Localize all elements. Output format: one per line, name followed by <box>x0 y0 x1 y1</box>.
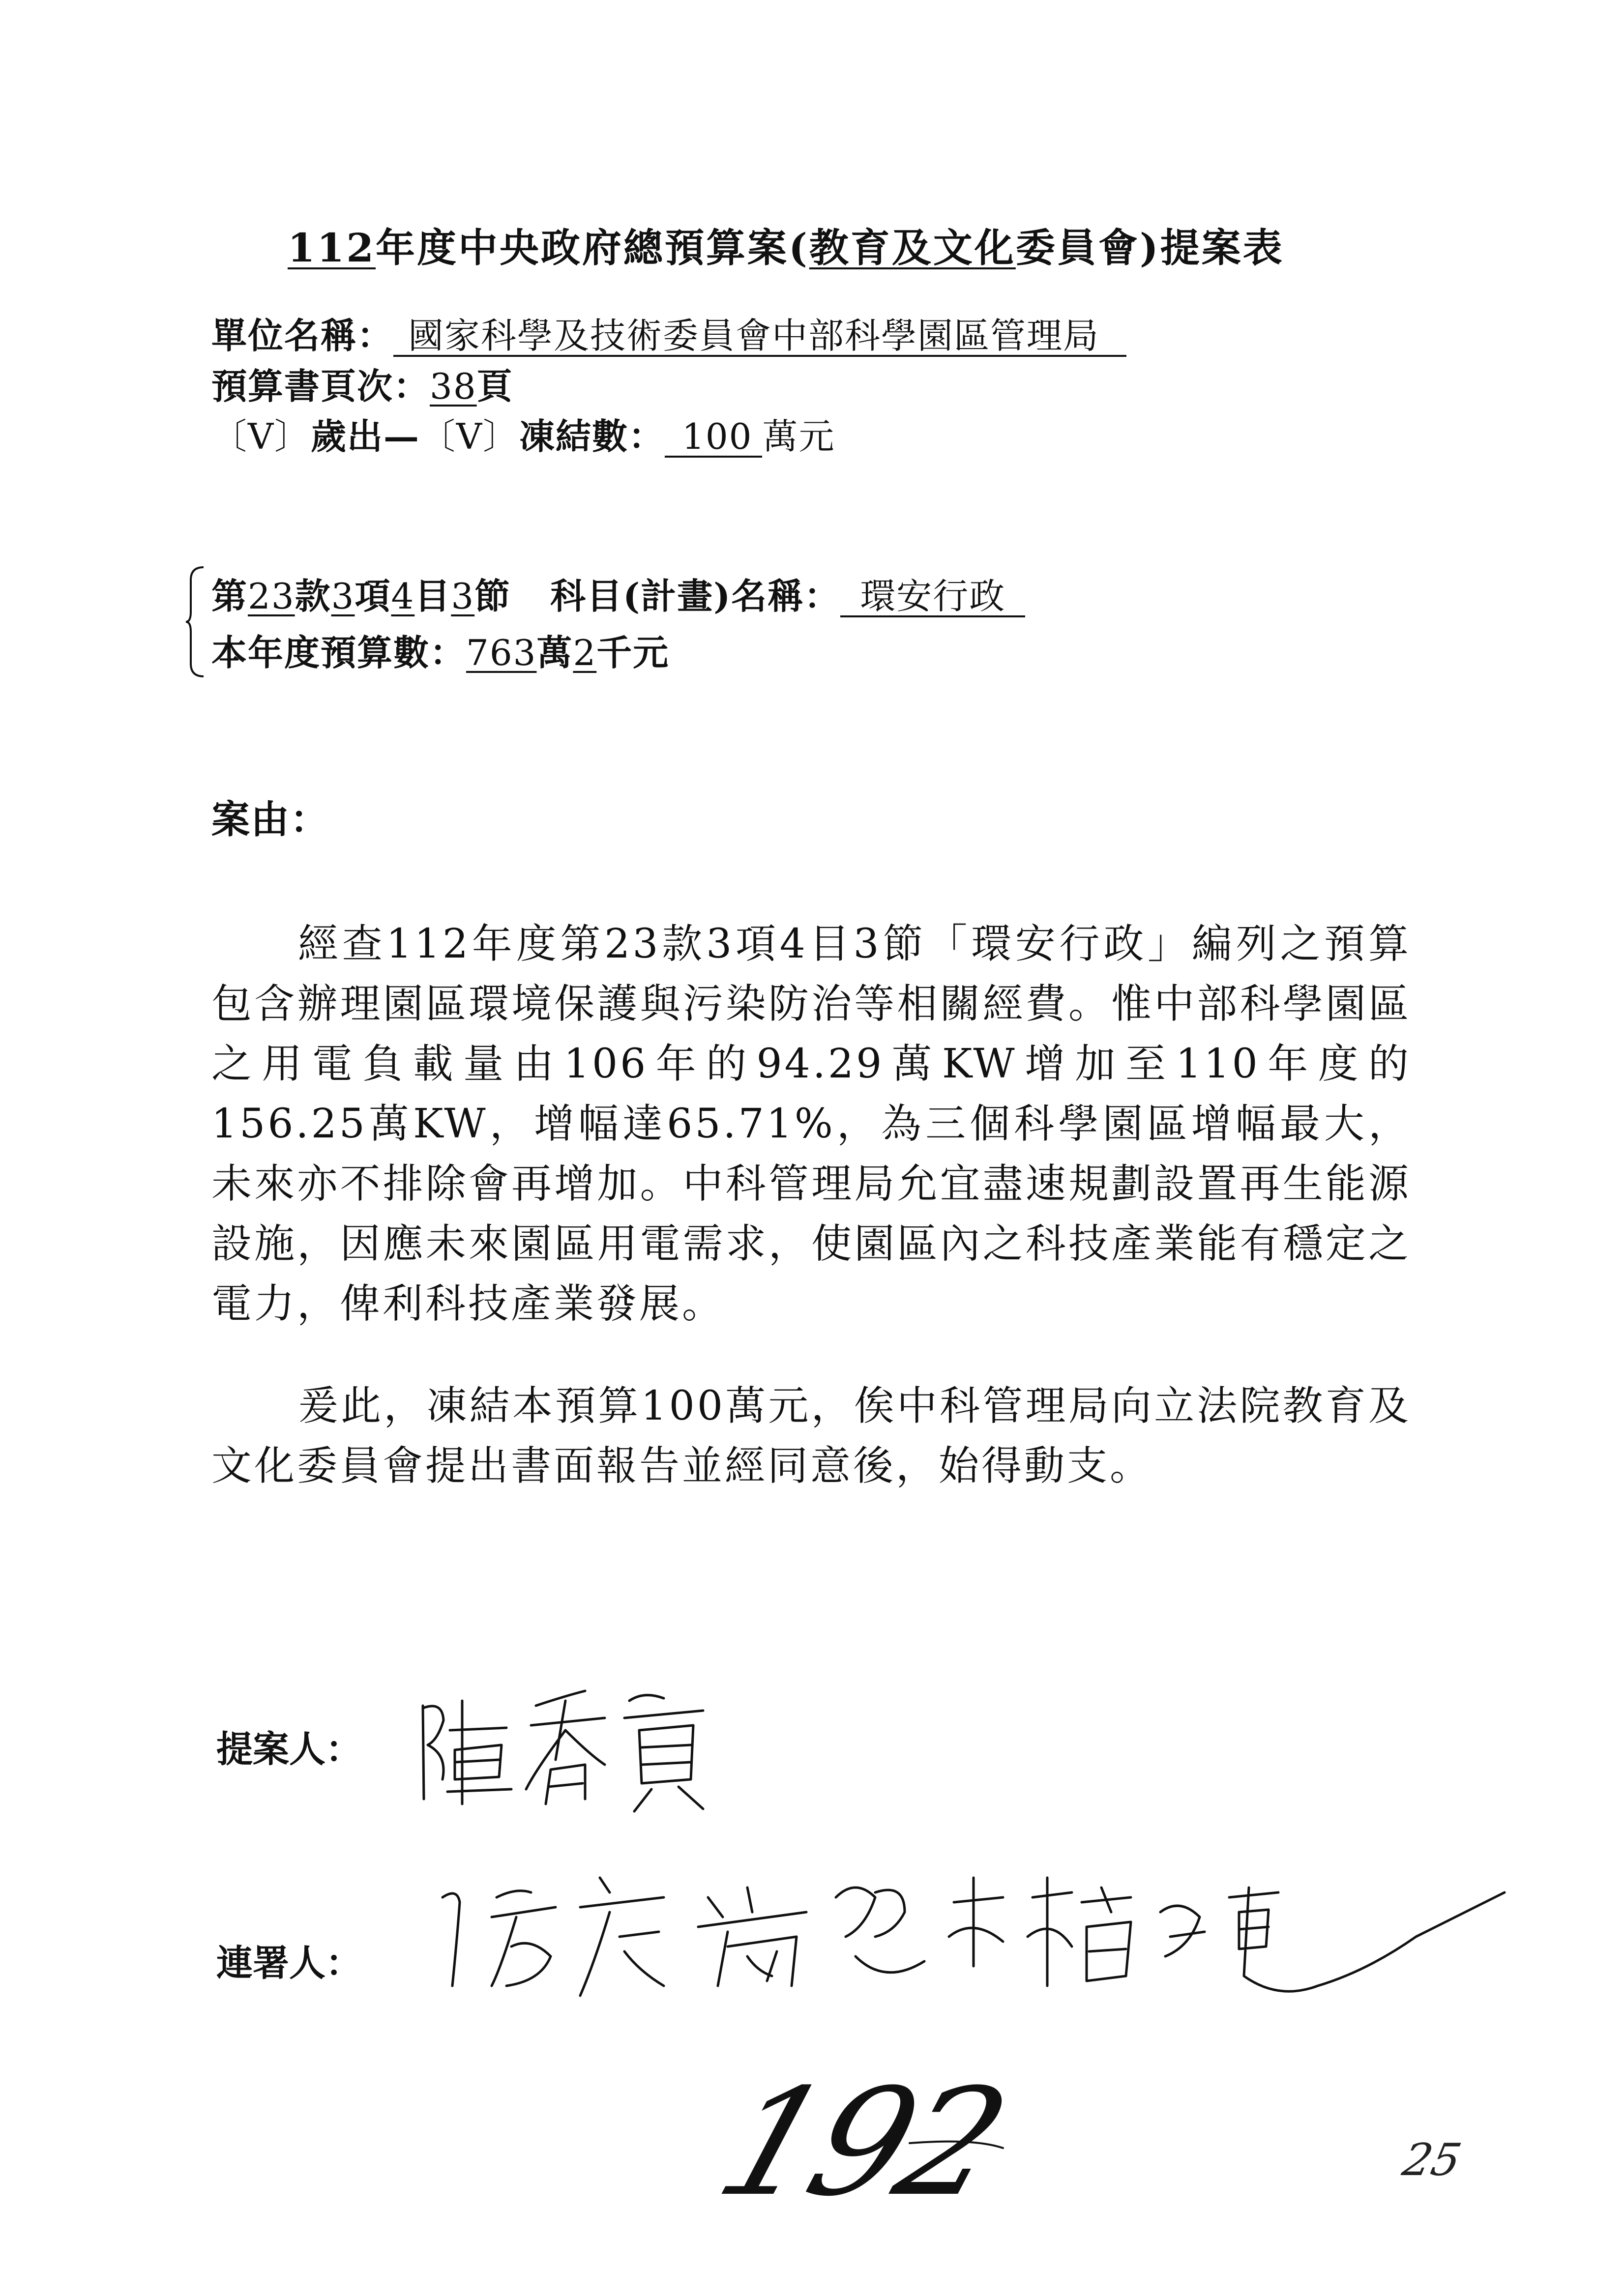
freeze-check: 〔V〕 <box>420 416 520 457</box>
proposer-signature <box>408 1671 752 1819</box>
budget-wan: 763 <box>466 632 537 673</box>
item-bracket <box>186 565 206 678</box>
expense-label: 歲出— <box>311 415 420 457</box>
jie-value: 3 <box>451 576 475 617</box>
page-value: 38 <box>430 366 477 407</box>
budget-wan-unit: 萬 <box>536 632 573 673</box>
title-mid: 年度中央政府總預算案( <box>376 225 809 271</box>
freeze-label: 凍結數： <box>519 415 665 457</box>
freeze-unit: 萬元 <box>762 416 835 457</box>
expense-check: 〔V〕 <box>211 416 311 457</box>
title-year: 112 <box>288 225 376 271</box>
mu-unit: 目 <box>414 575 451 617</box>
item-row <box>211 568 1025 619</box>
handwritten-page-number: 192 <box>700 2057 1023 2229</box>
page-unit: 頁 <box>476 365 513 407</box>
cosigner-signatures <box>433 1838 1514 2015</box>
budget-row <box>211 624 669 675</box>
page-row <box>211 358 513 409</box>
budget-label: 本年度預算數： <box>211 632 467 673</box>
unit-value: 國家科學及技術委員會中部科學園區管理局 <box>393 318 1126 357</box>
budget-qian: 2 <box>573 632 597 673</box>
subject-label: 科目(計畫)名稱： <box>550 575 841 617</box>
reason-heading: 案由： <box>211 797 330 842</box>
jie-unit: 節 <box>474 575 511 617</box>
freeze-value: 100 <box>665 418 762 458</box>
xiang-unit: 項 <box>354 575 391 617</box>
title-committee: 教育及文化 <box>809 225 1016 271</box>
freeze-row <box>211 408 835 459</box>
reason-paragraph-1: 經查112年度第23款3項4目3節「環安行政」編列之預算包含辦理園區環境保護與污染防治等相關經費。惟中部科學園區之用電負載量由106年的94.29萬KW增加至110年度的156.25萬KW，增幅達65.71%，為三個科學園區增幅最大，未來亦不排除會再增加。中科管理局允宜盡速規劃設置再生能源設施，因應未來園區用電需求，使園區內之科技產業能有穩定之電力，俾利科技產業發展。 <box>211 921 1411 1327</box>
kuan-label: 第 <box>211 575 248 617</box>
reason-paragraph-2: 爰此，凍結本預算100萬元，俟中科管理局向立法院教育及文化委員會提出書面報告並經同意後，始得動支。 <box>211 1383 1411 1489</box>
xiang-value: 3 <box>331 576 355 617</box>
mu-value: 4 <box>391 576 415 617</box>
kuan-unit: 款 <box>295 575 331 617</box>
unit-row <box>211 307 1126 358</box>
proposer-label: 提案人： <box>216 1728 362 1771</box>
budget-qian-unit: 千元 <box>596 632 670 673</box>
subject-value: 環安行政 <box>840 578 1025 617</box>
page-number-strokes <box>728 2084 1003 2261</box>
page-title <box>288 216 1284 273</box>
title-end: 委員會)提案表 <box>1015 225 1284 271</box>
cosigner-label: 連署人： <box>216 1942 362 1984</box>
handwritten-corner-number: 25 <box>1398 2134 1466 2186</box>
unit-label: 單位名稱： <box>211 315 394 356</box>
page-label: 預算書頁次： <box>211 365 430 407</box>
kuan-value: 23 <box>248 576 295 617</box>
